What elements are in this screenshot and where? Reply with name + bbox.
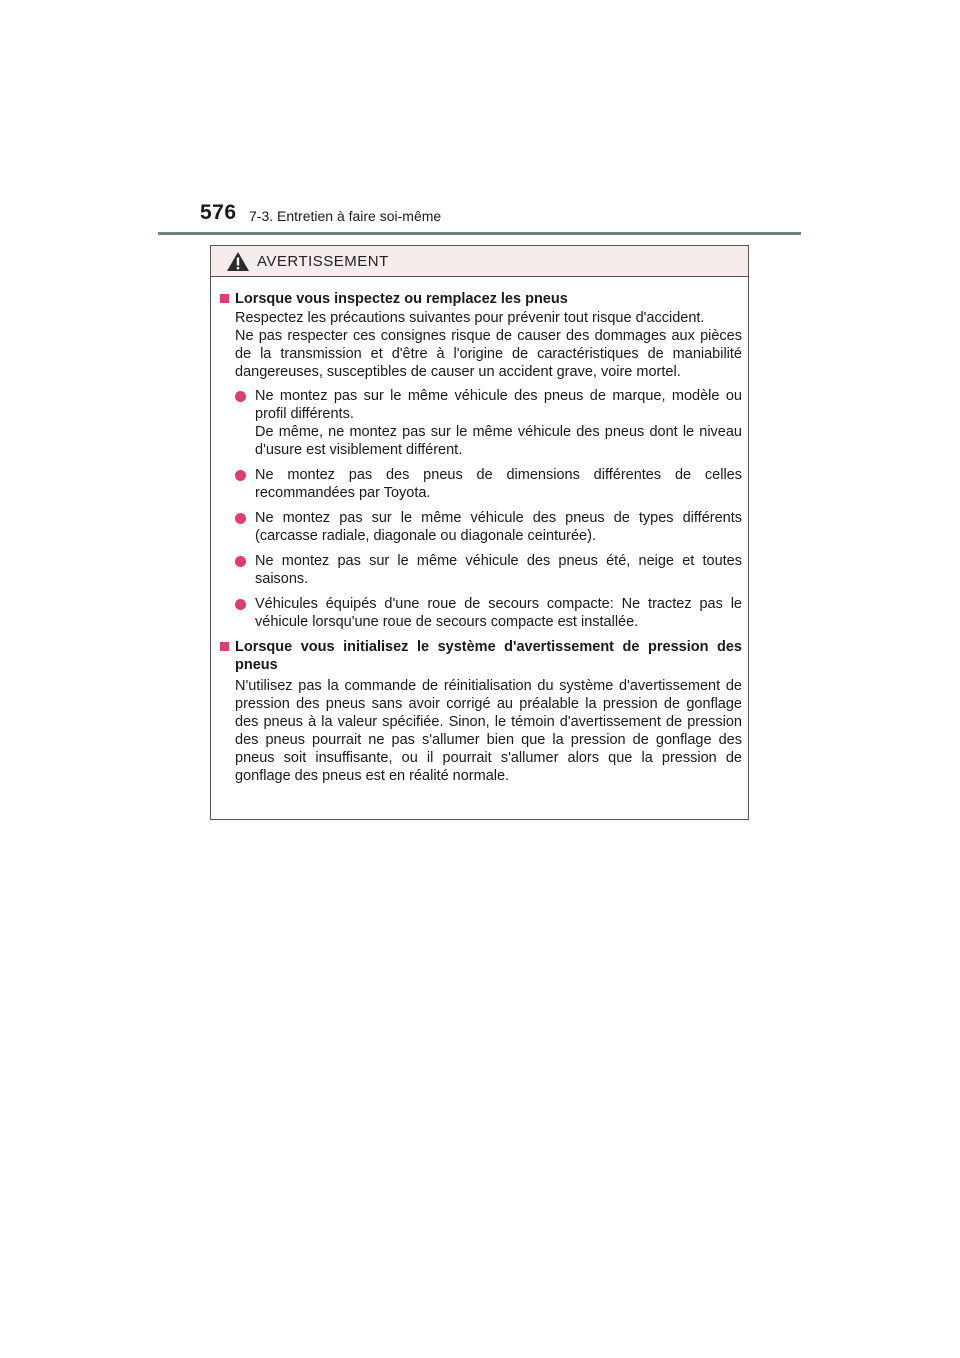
list-item (235, 595, 742, 631)
square-bullet-icon (220, 294, 229, 303)
paragraph: Respectez les précautions suivantes pour prévenir tout risque d'accident. (235, 310, 705, 326)
bullet-text: Ne montez pas sur le même véhicule des pneus de types différents (carcasse radiale, diagonale ou diagonale ceinturée). (255, 510, 742, 544)
warning-box (210, 245, 749, 820)
warning-header (211, 246, 748, 277)
warning-section-tpms (217, 638, 742, 785)
list-item (235, 387, 742, 459)
list-item (235, 509, 742, 545)
warning-body (211, 277, 748, 785)
bullet-text: Ne montez pas sur le même véhicule des pneus été, neige et toutes saisons. (255, 553, 742, 587)
circle-bullet-icon (235, 599, 246, 610)
circle-bullet-icon (235, 391, 246, 402)
list-item (235, 466, 742, 502)
circle-bullet-icon (235, 556, 246, 567)
bullet-text: De même, ne montez pas sur le même véhicule des pneus dont le niveau d'usure est visiblement différent. (255, 424, 742, 458)
square-bullet-icon (220, 642, 229, 651)
warning-triangle-icon (227, 252, 249, 271)
section-heading: Lorsque vous initialisez le système d'avertissement de pression des pneus (235, 639, 742, 673)
warning-section-tires (217, 290, 742, 631)
warning-title: AVERTISSEMENT (257, 252, 389, 270)
header-rule (158, 232, 801, 235)
paragraph: N'utilisez pas la commande de réinitialisation du système d'avertissement de pression des pneus sans avoir corrigé au préalable la pression de gonflage des pneus à la valeur spécifiée. Sinon, le témoin d'avertissement de pression des pneus pourrait ne pas s'allumer bien que la pression de gonflage des pneus soit insuffisante, ou il pourrait s'allumer alors que la pression de gonflage des pneus est en réalité normale. (235, 678, 742, 784)
section-title: 7-3. Entretien à faire soi-même (249, 208, 442, 224)
bullet-text: Ne montez pas sur le même véhicule des pneus de marque, modèle ou profil différents. (255, 388, 742, 422)
page-number: 576 (200, 201, 237, 224)
list-item (235, 552, 742, 588)
bullet-text: Ne montez pas des pneus de dimensions différentes de celles recommandées par Toyota. (255, 467, 742, 501)
bullet-text: Véhicules équipés d'une roue de secours compacte: Ne tractez pas le véhicule lorsqu'une roue de secours compacte est installée. (255, 596, 742, 630)
circle-bullet-icon (235, 513, 246, 524)
paragraph: Ne pas respecter ces consignes risque de causer des dommages aux pièces de la transmission et d'être à l'origine de caractéristiques de maniabilité dangereuses, susceptibles de causer un accident grave, voire mortel. (235, 328, 742, 380)
circle-bullet-icon (235, 470, 246, 481)
bullet-list (235, 387, 742, 631)
section-heading: Lorsque vous inspectez ou remplacez les pneus (235, 291, 568, 307)
